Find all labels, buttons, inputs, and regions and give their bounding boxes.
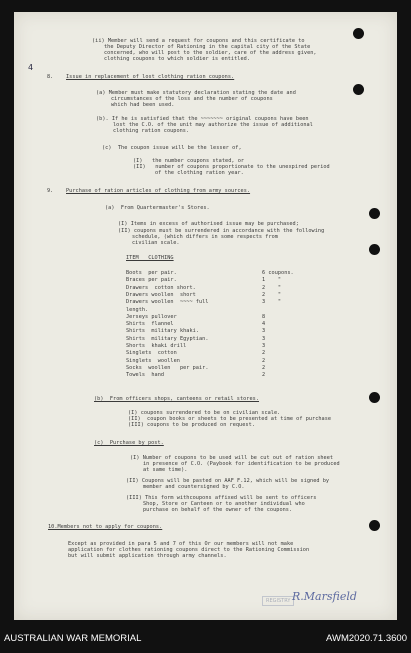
- para-8c: (c) The coupon issue will be the lesser of,: [102, 145, 242, 151]
- schedule-coupon-value: 2: [262, 350, 266, 357]
- footer-accession-number: AWM2020.71.3600: [326, 633, 407, 644]
- para-9c-i-line: (I) Number of coupons to be used will be cut out of ration sheet: [130, 455, 334, 461]
- schedule-item: Singlets woollen: [126, 357, 180, 364]
- schedule-item: Singlets cotton: [126, 350, 177, 357]
- schedule-item: Towels hand: [126, 372, 165, 379]
- para-9c-i-line: in presence of C.O. (Paybook for identification to be produced: [143, 461, 340, 467]
- para-9a-ii-line: civilian scale.: [132, 240, 180, 246]
- para-10-line: but will submit application through army channels.: [68, 553, 227, 559]
- schedule-coupon-value: 6 coupons.: [262, 270, 294, 276]
- schedule-item: Braces per pair.: [126, 277, 177, 284]
- schedule-item: Boots per pair.: [126, 270, 177, 276]
- para-7-ii-line: clothing coupons to which soldier is entitled.: [104, 56, 250, 62]
- schedule-coupon-value: 3: [262, 343, 266, 349]
- para-8c-i: (I) the number coupons stated, or: [133, 158, 245, 164]
- section-8-number: 8.: [47, 74, 54, 80]
- para-10-line: application for clothes rationing coupons direct to the Rationing Commission: [68, 547, 310, 553]
- para-9b-heading: [94, 396, 259, 402]
- para-9a-i: (I) Items in excess of authorised issue may be purchased;: [118, 221, 299, 227]
- footer-credit: AUSTRALIAN WAR MEMORIAL: [4, 633, 142, 644]
- para-9c-iii-line: purchase on behalf of the owner of the coupons.: [143, 507, 293, 513]
- schedule-item: Drawers woollen ~~~~ full: [126, 299, 209, 306]
- punch-hole: [369, 392, 380, 403]
- schedule-item: Drawers cotton short.: [126, 284, 196, 291]
- para-9b-ii-line: (II) coupon books or sheets to be presented at time of purchase: [128, 416, 332, 422]
- para-9c-ii-line: member and countersigned by C.O.: [143, 484, 245, 490]
- para-8c-ii-line: (II) number of coupons proportionate to the unexpired period: [133, 164, 330, 170]
- schedule-item: Shirts military Egyptian.: [126, 335, 209, 342]
- section-9-number: 9.: [47, 188, 54, 194]
- schedule-coupon-value: 2: [262, 357, 266, 364]
- para-8b-line: clothing ration coupons.: [113, 128, 190, 134]
- para-9b-text: (b) From officers shops, canteens or retail stores.: [94, 396, 260, 402]
- para-7-ii-line: concerned, who will post to the soldier, care of the address given,: [104, 50, 317, 56]
- section-9-heading: Purchase of ration articles of clothing from army sources.: [66, 188, 251, 194]
- schedule-coupon-value: 2 ": [262, 291, 282, 298]
- para-9c-heading: (c) Purchase by post.: [94, 440, 164, 446]
- handwritten-page-mark: 4: [28, 63, 34, 72]
- section-10-heading: 10.Members not to apply for coupons.: [48, 524, 163, 530]
- schedule-item: Shirts flannel: [126, 321, 174, 328]
- para-9a-ii-line: (II) coupons must be surrendered in accordance with the following: [118, 228, 325, 234]
- para-9b-ii-line: (III) coupons to be produced on request.: [128, 422, 255, 428]
- schedule-item: Socks woollen per pair.: [126, 364, 209, 371]
- schedule-item: Shorts khaki drill: [126, 343, 187, 349]
- para-9c-i-line: at same time).: [143, 467, 188, 473]
- schedule-coupon-value: 4: [262, 321, 266, 328]
- para-8b-line: (b). If he is satisfied that the ~~~~~~~ original coupons have been: [96, 116, 309, 122]
- para-7-ii-line: the Deputy Director of Rationing in the capital city of the State: [104, 44, 311, 50]
- registry-stamp: REGISTRY: [262, 596, 294, 606]
- para-8b-line: lost the C.O. of the unit may authorize the issue of additional: [113, 122, 313, 128]
- para-9c-ii-line: (II) Coupons will be pasted on AAF F.12, which will be signed by: [126, 478, 330, 484]
- para-9c-iii-line: Shop, Store or Canteen or to another individual who: [143, 501, 305, 507]
- signature: R.Marsfield: [292, 590, 357, 603]
- schedule-coupon-value: 2: [262, 364, 266, 371]
- punch-hole: [369, 244, 380, 255]
- para-8a-line: circumstances of the loss and the number of coupons: [111, 96, 273, 102]
- schedule-item: Jerseys pullover: [126, 313, 177, 320]
- schedule-coupon-value: 3: [262, 335, 266, 342]
- punch-hole: [369, 208, 380, 219]
- schedule-coupon-value: 3: [262, 328, 266, 335]
- para-10-line: Except as provided in para 5 and 7 of this Or our members will not make: [68, 541, 294, 547]
- para-9a: (a) From Quartermaster's Stores.: [105, 205, 210, 211]
- document-page: [14, 12, 397, 620]
- archive-footer: [0, 624, 411, 653]
- para-8a-line: (a) Member must make statutory declaration stating the date and: [96, 90, 296, 96]
- section-8-heading: Issue in replacement of lost clothing ration coupons.: [66, 74, 235, 80]
- schedule-coupon-value: 3 ": [262, 299, 282, 306]
- punch-hole: [353, 28, 364, 39]
- para-7-ii-line: (ii) Member will send a request for coupons and this certificate to: [92, 38, 305, 44]
- schedule-item: Drawers woollen short: [126, 291, 196, 298]
- schedule-coupon-value: 1 ": [262, 277, 282, 284]
- schedule-item: length.: [126, 306, 149, 313]
- para-9b-i: (I) coupons surrendered to be on civilian scale.: [128, 410, 281, 416]
- para-9a-ii-line: schedule, (which differs in some respects from: [132, 234, 278, 240]
- para-8a-line: which had been used.: [111, 102, 175, 108]
- punch-hole: [353, 84, 364, 95]
- punch-hole: [369, 520, 380, 531]
- schedule-header: ITEM CLOTHING: [126, 255, 174, 261]
- schedule-coupon-value: 8: [262, 313, 266, 320]
- schedule-coupon-value: 2: [262, 372, 266, 379]
- schedule-item: Shirts military khaki.: [126, 328, 199, 335]
- para-9c-iii-line: (III) This form withcoupons affixed will be sent to officers: [126, 495, 317, 501]
- para-8c-ii-line: of the clothing ration year.: [155, 170, 244, 176]
- schedule-coupon-value: 2 ": [262, 284, 282, 291]
